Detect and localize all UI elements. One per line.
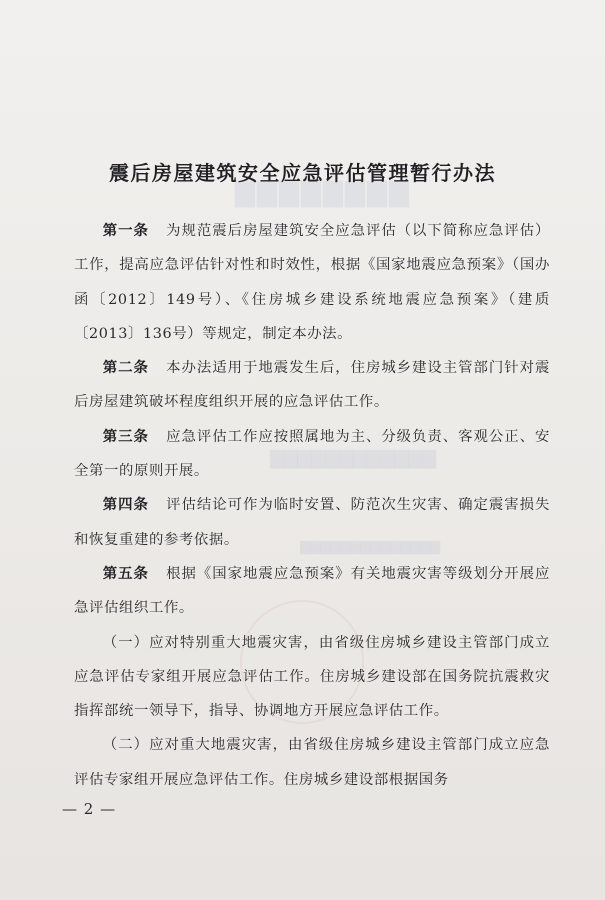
- article-label: 第二条: [102, 359, 149, 377]
- paragraph-article-5: [74, 557, 550, 626]
- paragraph-text: 为规范震后房屋建筑安全应急评估（以下简称应急评估）工作，提高应急评估针对性和时效性，根据《国家地震应急预案》（国办函〔2012〕149号）、《住房城乡建设系统地震应急预案》（建质〔2013〕136号）等规定，制定本办法。: [74, 223, 550, 342]
- paragraph-article-2: [74, 351, 550, 420]
- article-label: 第三条: [102, 427, 149, 445]
- paragraph-text: 评估结论可作为临时安置、防范次生灾害、确定震害损失和恢复重建的参考依据。: [74, 497, 550, 548]
- paragraph-text: 根据《国家地震应急预案》有关地震灾害等级划分开展应急评估组织工作。: [74, 565, 550, 617]
- paragraph-clause-1: [74, 626, 550, 729]
- bleed-through-mark: ▇▇▇▇▇▇▇▇▇▇▇▇: [270, 448, 437, 469]
- document-body: [74, 214, 550, 797]
- paragraph-text: （二）应对重大地震灾害，由省级住房城乡建设主管部门成立应急评估专家组开展应急评估工作。住房城乡建设部根据国务: [74, 737, 550, 788]
- article-label: 第五条: [102, 564, 149, 582]
- paragraph-article-1: [74, 214, 550, 351]
- paragraph-clause-2: [74, 728, 550, 797]
- article-label: 第一条: [102, 222, 149, 239]
- paragraph-article-3: [74, 420, 550, 489]
- paragraph-text: 应急评估工作应按照属地为主、分级负责、客观公正、安全第一的原则开展。: [74, 428, 550, 480]
- paragraph-text: 本办法适用于地震发生后，住房城乡建设主管部门针对震后房屋建筑破坏程度组织开展的应急评估工作。: [74, 360, 550, 411]
- paragraph-article-4: [74, 488, 550, 557]
- document-title: 震后房屋建筑安全应急评估管理暂行办法: [109, 161, 496, 185]
- bleed-through-mark: ▇▇▇▇▇▇▇▇▇▇▇▇▇▇: [300, 540, 440, 555]
- paragraph-text: （一）应对特别重大地震灾害，由省级住房城乡建设主管部门成立应急评估专家组开展应急评估工作。住房城乡建设部在国务院抗震救灾指挥部统一领导下，指导、协调地方开展应急评估工作。: [74, 634, 550, 720]
- page-number: — 2 —: [62, 800, 117, 818]
- article-label: 第四条: [102, 496, 149, 514]
- bleed-through-mark: ▇▇▇▇▇▇▇▇: [235, 178, 411, 208]
